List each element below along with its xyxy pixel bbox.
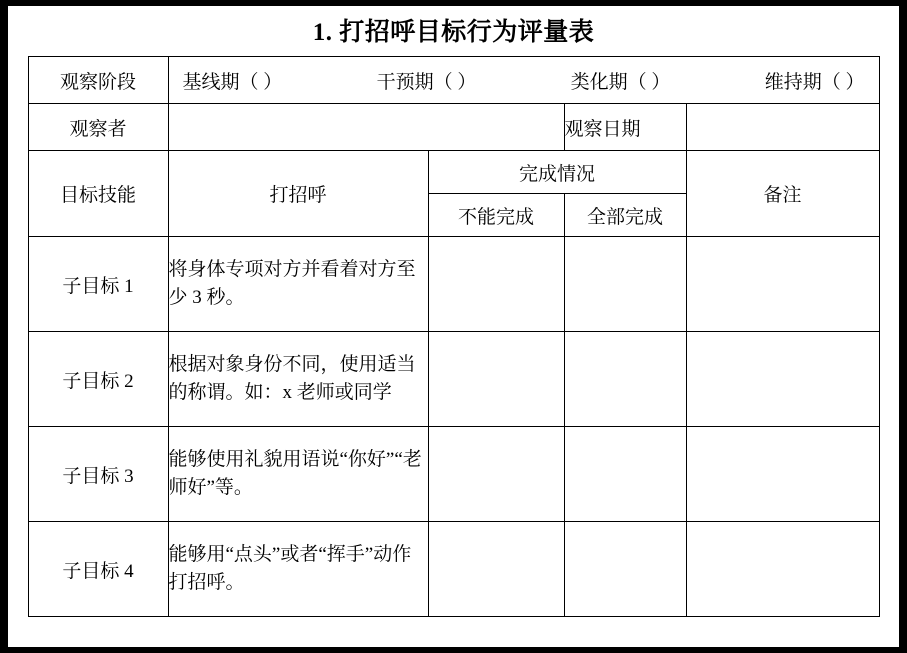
phase-baseline[interactable]: 基线期（ ） [182, 71, 283, 93]
table-row [28, 522, 879, 617]
subgoal-4-fully-complete[interactable] [564, 522, 686, 617]
subgoal-4-cannot-complete[interactable] [428, 522, 564, 617]
observation-date-field[interactable] [686, 104, 879, 151]
completion-cannot-header: 不能完成 [428, 194, 564, 237]
document-page [8, 6, 899, 647]
stage-label: 观察阶段 [28, 57, 168, 104]
observation-date-label: 观察日期 [564, 104, 686, 151]
rating-table [28, 56, 880, 617]
phase-maintenance[interactable]: 维持期（ ） [764, 71, 865, 93]
stage-phases-cell [168, 57, 879, 104]
table-row-skill-header [28, 151, 879, 194]
subgoal-1-label: 子目标 1 [28, 237, 168, 332]
subgoal-3-label: 子目标 3 [28, 427, 168, 522]
subgoal-2-remark[interactable] [686, 332, 879, 427]
page-title: 1. 打招呼目标行为评量表 [312, 19, 595, 46]
subgoal-2-cannot-complete[interactable] [428, 332, 564, 427]
table-row-observer [28, 104, 879, 151]
subgoal-3-description: 能够使用礼貌用语说“你好”“老师好”等。 [168, 427, 428, 522]
subgoal-1-fully-complete[interactable] [564, 237, 686, 332]
subgoal-1-remark[interactable] [686, 237, 879, 332]
subgoal-3-cannot-complete[interactable] [428, 427, 564, 522]
subgoal-3-remark[interactable] [686, 427, 879, 522]
remark-header: 备注 [686, 151, 879, 237]
subgoal-4-label: 子目标 4 [28, 522, 168, 617]
subgoal-1-cannot-complete[interactable] [428, 237, 564, 332]
subgoal-1-description: 将身体专项对方并看着对方至少 3 秒。 [168, 237, 428, 332]
subgoal-2-label: 子目标 2 [28, 332, 168, 427]
subgoal-2-description: 根据对象身份不同，使用适当的称谓。如：x 老师或同学 [168, 332, 428, 427]
phase-generalization[interactable]: 类化期（ ） [570, 71, 671, 93]
phase-intervention[interactable]: 干预期（ ） [376, 71, 477, 93]
subgoal-4-description: 能够用“点头”或者“挥手”动作打招呼。 [168, 522, 428, 617]
table-row [28, 332, 879, 427]
completion-header: 完成情况 [428, 151, 686, 194]
observer-value-field[interactable] [168, 104, 564, 151]
skill-label: 目标技能 [28, 151, 168, 237]
table-row [28, 237, 879, 332]
table-row-stage [28, 57, 879, 104]
subgoal-3-fully-complete[interactable] [564, 427, 686, 522]
subgoal-4-remark[interactable] [686, 522, 879, 617]
completion-full-header: 全部完成 [564, 194, 686, 237]
table-row [28, 427, 879, 522]
skill-name: 打招呼 [168, 151, 428, 237]
observer-label: 观察者 [28, 104, 168, 151]
subgoal-2-fully-complete[interactable] [564, 332, 686, 427]
